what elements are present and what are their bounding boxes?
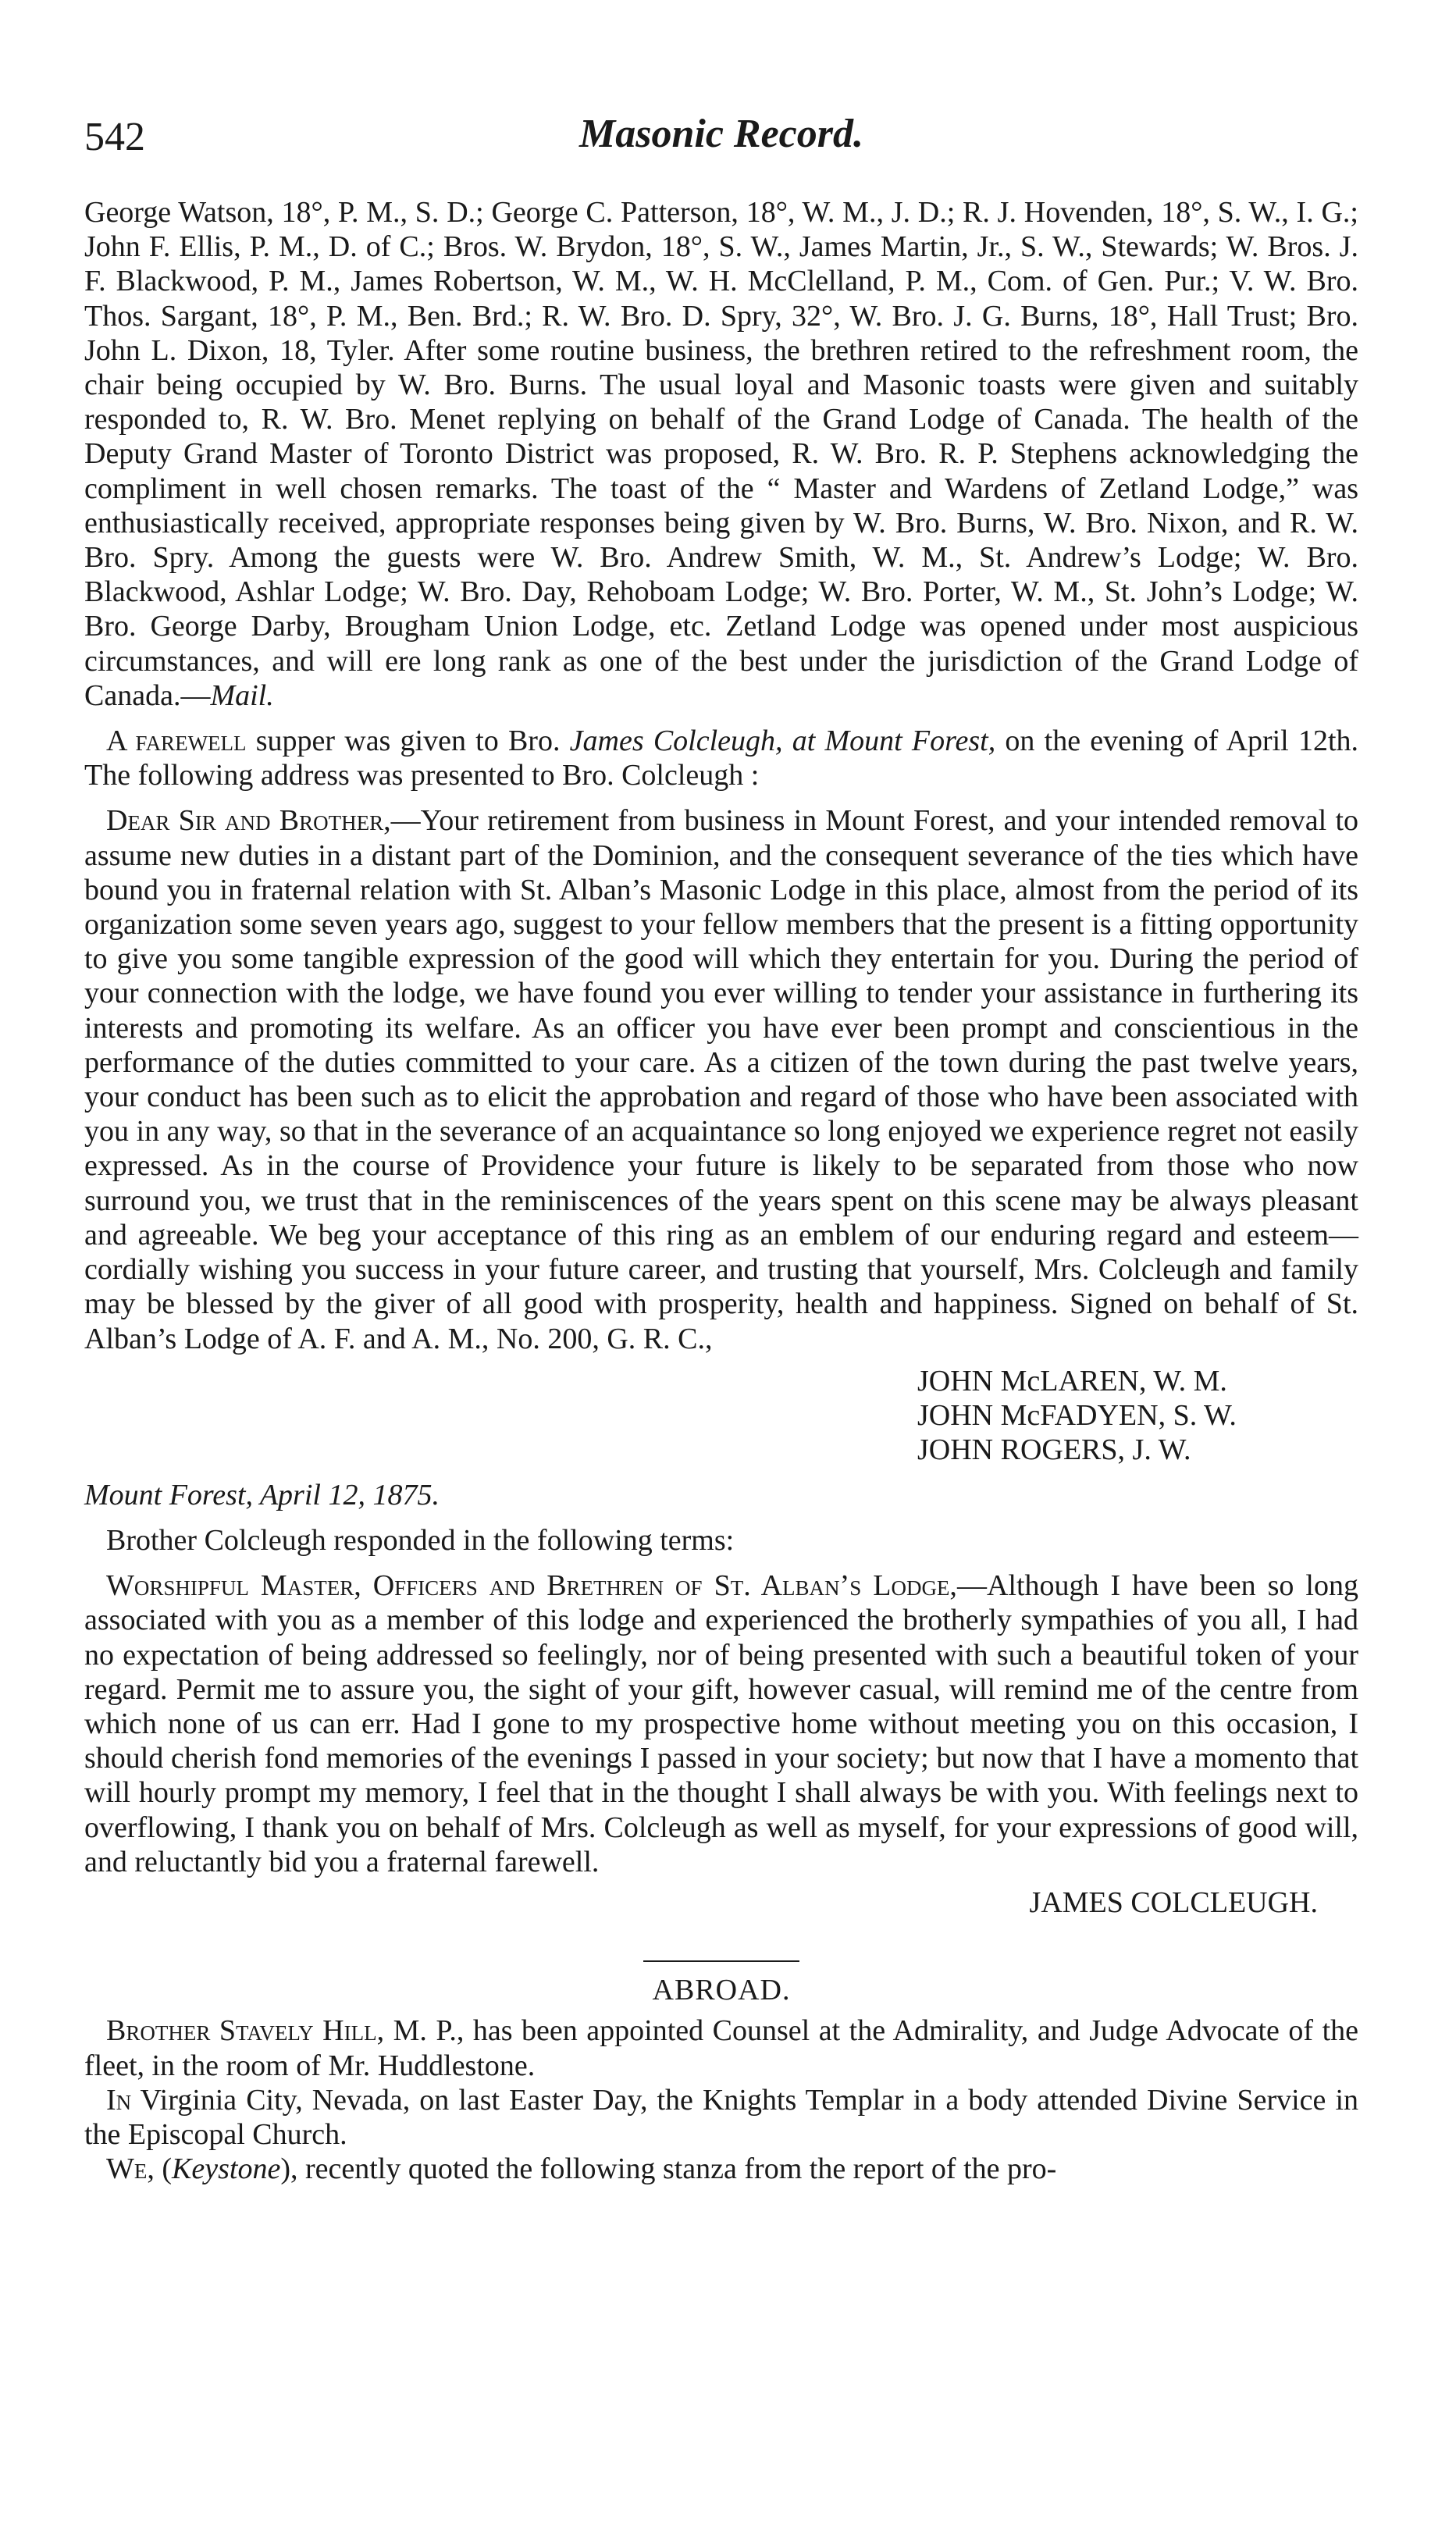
paragraph-text: —Your retirement from business in Mount Forest, and your intended removal to assume new duties in a distant part of the Dominion, and the consequent severance of the ties which have bound you in fraternal relation with St. Alban’s Masonic Lodge in this place, almost from the period of its organization some seven years ago, suggest to your fellow members that the present is a fitting opportunity to give you some tangible expression of the good will which they entertain for you. During the period of your connection with the lodge, we have found you ever willing to tender your assistance in furthering its interests and promoting its welfare. As an officer you have ever been prompt and conscientious in the performance of the duties committed to your care. As a citizen of the town during the past twelve years, your conduct has been such as to elicit the approbation and regard of those who have been associated with you in any way, so that in the severance of an acquaintance so long enjoyed we experience regret not easily expressed. As in the course of Providence your future is likely to be separated from those who now surround you, we trust that in the reminiscences of the years spent on this scene may be always pleasant and agreeable. We beg your acceptance of this ring as an emblem of our enduring regard and esteem—cordially wishing you success in your future career, and trusting that yourself, Mrs. Colcleugh and family may be blessed by the giver of all good with prosperity, health and happiness. Signed on behalf of St. Alban’s Lodge of A. F. and A. M., No. 200, G. R. C., — [84, 804, 1359, 1355]
paragraph-stavely-hill — [84, 2013, 1358, 2082]
running-title: Masonic Record. — [579, 112, 863, 156]
signatory: JOHN McLAREN, W. M. — [917, 1364, 1227, 1398]
signature: JAMES COLCLEUGH. — [1029, 1885, 1318, 1919]
page-header — [84, 112, 1358, 195]
paragraph-response — [84, 1568, 1358, 1879]
signatory: JOHN ROGERS, J. W. — [917, 1433, 1191, 1466]
lead-words: A farewell — [106, 725, 247, 758]
paragraph-address — [84, 803, 1358, 1355]
paragraph-text: —Although I have been so long associated with you as a member of this lodge and experienced the brotherly sympathies of you all, I had no expectation of being addressed so feelingly, nor of being presented with such a beautiful token of your regard. Permit me to assure you, the sight of your gift, however casual, will remind me of the centre from which none of us can err. Had I gone to my prospective home without meeting you on this occasion, I should cherish fond memories of the evenings I passed in your society; but now that I have a momento that will hourly prompt my memory, I feel that in the thought I shall always be with you. With feelings next to overflowing, I thank you on behalf of Mrs. Colcleugh as well as myself, for your expressions of good will, and reluctantly bid you a fraternal farewell. — [84, 1569, 1358, 1878]
paragraph-text: George Watson, 18°, P. M., S. D.; George C. Patterson, 18°, W. M., J. D.; R. J. Hovenden, 18°, S. W., I. G.; John F. Ellis, P. M., D. of C.; Bros. W. Brydon, 18°, S. W., James Martin, Jr., S. W., Stewards; W. Bros. J. F. Blackwood, P. M., James Robertson, W. M., W. H. McClelland, P. M., Com. of Gen. Pur.; V. W. Bro. Thos. Sargant, 18°, P. M., Ben. Brd.; R. W. Bro. D. Spry, 32°, W. Bro. J. G. Burns, 18°, Hall Trust; Bro. John L. Dixon, 18, Tyler. After some routine business, the brethren retired to the refreshment room, the chair being occupied by W. Bro. Burns. The usual loyal and Masonic toasts were given and suitably responded to, R. W. Bro. Menet replying on behalf of the Grand Lodge of Canada. The health of the Deputy Grand Master of Toronto District was proposed, R. W. Bro. R. P. Stephens acknowledging the compliment in well chosen remarks. The toast of the “ Master and Wardens of Zetland Lodge,” was enthusiastically received, appropriate responses being given by W. Bro. Burns, W. Bro. Nixon, and R. W. Bro. Spry. Among the guests were W. Bro. Andrew Smith, W. M., St. Andrew’s Lodge; W. Bro. Blackwood, Ashlar Lodge; W. Bro. Day, Rehoboam Lodge; W. Bro. Porter, W. M., St. John’s Lodge; W. Bro. George Darby, Brougham Union Lodge, etc. Zetland Lodge was opened under most auspicious circumstances, and will ere long rank as one of the best under the jurisdiction of the Grand Lodge of Canada.— — [84, 196, 1358, 712]
emphasis-text: James Colcleugh, at Mount Forest, — [569, 725, 996, 758]
lead-words: In — [106, 2083, 132, 2117]
paragraph-text: , M. P., has been appointed Counsel at the Admirality, and Judge Advocate of the fleet, in the room of Mr. Huddlestone. — [84, 2014, 1359, 2082]
signatory: JOHN McFADYEN, S. W. — [917, 1398, 1237, 1432]
section-title: ABROAD. — [652, 1974, 791, 2007]
publication-name: Keystone — [172, 2152, 281, 2186]
paragraph-zetland-lodge — [84, 195, 1358, 713]
signatories — [917, 1364, 1358, 1467]
page-number: 542 — [84, 115, 145, 159]
lead-words: Brother Stavely Hill — [106, 2014, 377, 2048]
paragraph-text: Virginia City, Nevada, on last Easter Day, the Knights Templar in a body attended Divine Service in the Episcopal Church. — [84, 2083, 1358, 2151]
salutation: Dear Sir and Brother, — [106, 804, 391, 838]
paragraph-virginia-city — [84, 2083, 1358, 2152]
salutation: Worshipful Master, Officers and Brethren of St. Alban’s Lodge, — [106, 1569, 957, 1603]
paragraph-text: ( — [154, 2152, 173, 2186]
section-divider — [643, 1960, 799, 1962]
paragraph-response-intro: Brother Colcleugh responded in the following terms: — [106, 1523, 735, 1557]
paragraph-text: on the evening of April 12th. The following address was presented to Bro. Colcleugh : — [84, 725, 1358, 792]
paragraph-text: ), recently quoted the following stanza from the report of the pro- — [280, 2152, 1057, 2186]
source-citation: Mail. — [210, 678, 274, 712]
paragraph-farewell-supper — [84, 724, 1358, 792]
lead-words: We, — [106, 2152, 155, 2186]
dateline: Mount Forest, April 12, 1875. — [84, 1478, 440, 1511]
paragraph-text: supper was given to Bro. — [246, 725, 570, 758]
page — [84, 112, 1359, 2186]
paragraph-keystone — [84, 2152, 1358, 2186]
